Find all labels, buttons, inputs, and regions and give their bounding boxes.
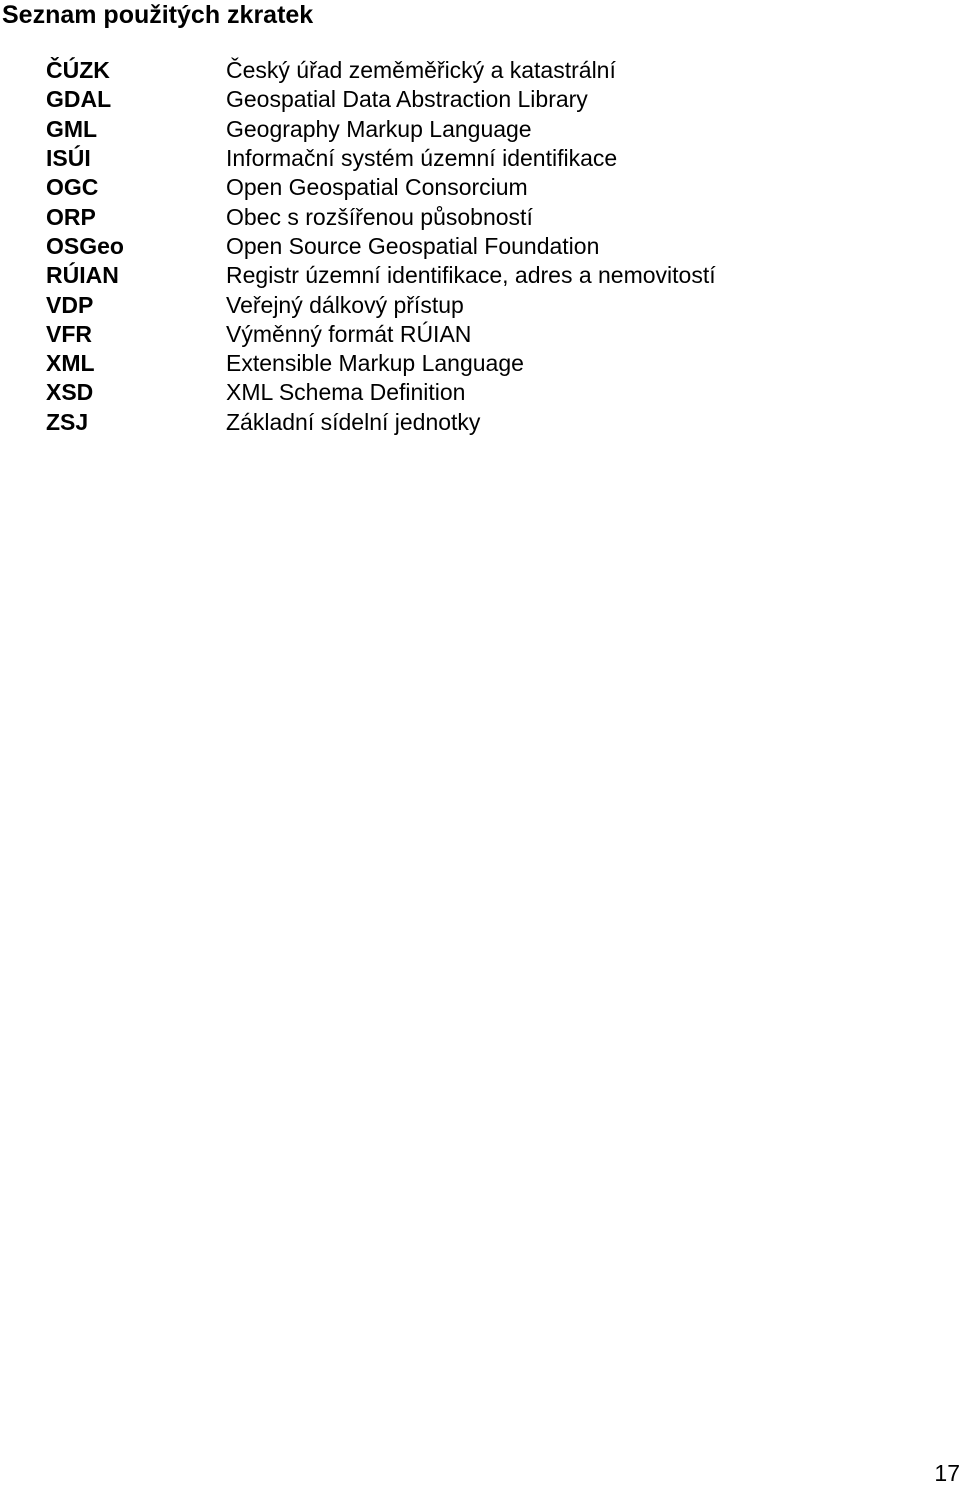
- list-item: [46, 85, 716, 114]
- abbreviation-definition: Obec s rozšířenou působností: [226, 203, 533, 230]
- abbreviation-term: ORP: [46, 203, 96, 230]
- abbreviation-term: OGC: [46, 174, 99, 201]
- abbreviation-term: RÚIAN: [46, 262, 119, 289]
- abbreviation-definition: Geospatial Data Abstraction Library: [226, 86, 588, 113]
- abbreviation-definition: Výměnný formát RÚIAN: [226, 320, 472, 347]
- abbreviation-definition: Veřejný dálkový přístup: [226, 291, 464, 318]
- list-item: [46, 408, 716, 437]
- abbreviation-term: OSGeo: [46, 232, 124, 259]
- list-item: [46, 378, 716, 407]
- list-item: [46, 173, 716, 202]
- abbreviation-definition: XML Schema Definition: [226, 379, 466, 406]
- abbreviation-definition: Extensible Markup Language: [226, 350, 524, 377]
- page-number: 17: [934, 1460, 960, 1486]
- abbreviation-definition: Geography Markup Language: [226, 115, 532, 142]
- abbreviation-term: XSD: [46, 379, 94, 406]
- list-item: [46, 232, 716, 261]
- list-item: [46, 320, 716, 349]
- abbreviation-definition: Registr územní identifikace, adres a nemovitostí: [226, 262, 716, 289]
- list-item: [46, 115, 716, 144]
- abbreviation-definition: Open Geospatial Consorcium: [226, 174, 528, 201]
- abbreviation-term: XML: [46, 350, 95, 377]
- list-item: [46, 56, 716, 85]
- abbreviation-term: GML: [46, 115, 98, 142]
- abbreviation-definition: Český úřad zeměměřický a katastrální: [226, 57, 616, 84]
- list-item: [46, 144, 716, 173]
- abbreviation-term: ZSJ: [46, 408, 89, 435]
- abbreviation-definition: Open Source Geospatial Foundation: [226, 232, 600, 259]
- abbreviation-term: ČÚZK: [46, 57, 110, 84]
- list-item: [46, 261, 716, 290]
- abbreviation-list: [46, 56, 716, 437]
- abbreviation-term: VFR: [46, 320, 92, 347]
- list-item: [46, 202, 716, 231]
- abbreviation-term: VDP: [46, 291, 94, 318]
- list-item: [46, 290, 716, 319]
- list-item: [46, 349, 716, 378]
- abbreviation-term: ISÚI: [46, 145, 91, 172]
- abbreviation-term: GDAL: [46, 86, 112, 113]
- page-title: Seznam použitých zkratek: [2, 1, 314, 29]
- abbreviation-definition: Informační systém územní identifikace: [226, 145, 618, 172]
- abbreviation-definition: Základní sídelní jednotky: [226, 408, 481, 435]
